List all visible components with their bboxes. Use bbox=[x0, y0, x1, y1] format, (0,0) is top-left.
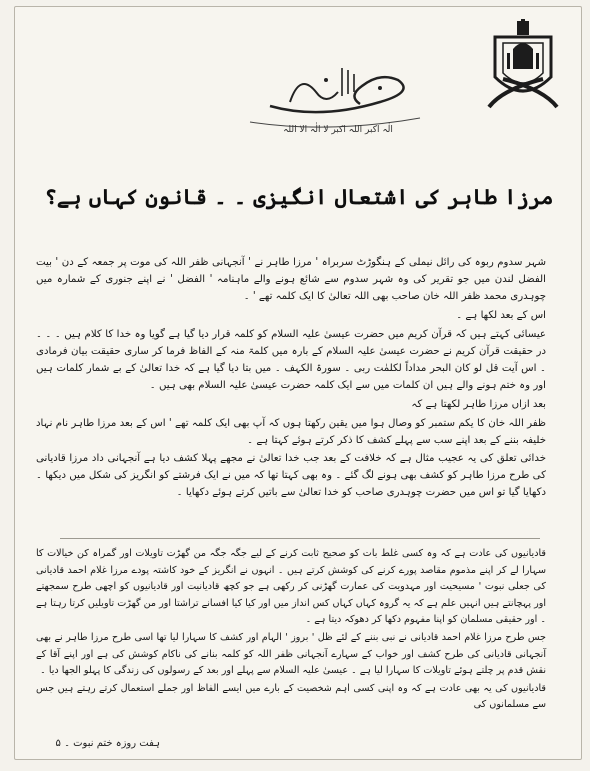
calligraphy-logo-icon bbox=[230, 62, 440, 132]
article-quote: خدائی تعلق کی یہ عجیب مثال ہے کہ خلافت کے بعد جب خدا تعالیٰ نے مجھے پہلا کشف دیا ہے آنجہانی داد مرزا قادیانی کی طرح مرزا طاہر کو کشف بھی ہونے لگ گئے ۔ وہ بھی کہتا تھا کہ میں نے ایک فرشتے کو انگریز کی شکل میں دیکھا ۔ دکھایا گیا تو اس میں حضرت چوہدری صاحب کو خدا تعالیٰ سے باتیں کرتے ہوئے دکھایا ۔ bbox=[36, 453, 546, 498]
article-quote: ظفر اللہ خان کا یکم ستمبر کو وصال ہوا میں یقین رکھتا ہوں کہ آپ بھی ایک کلمہ تھے ' اس کے بعد مرزا طاہر نام نہاد خلیفہ بننے کے بعد اپنے سب سے پہلے کشف کا ذکر کرتے ہوئے کہتا ہے ۔ bbox=[36, 418, 546, 446]
article-body bbox=[36, 254, 546, 502]
page-footer: ہفت روزہ ختم نبوت ۔ ۵ bbox=[55, 738, 160, 749]
article-paragraph: اس کے بعد لکھا ہے ۔ bbox=[456, 310, 546, 321]
commentary-paragraph: قادیانیوں کی یہ بھی عادت ہے کہ وہ اپنی کسی اہم شخصیت کے بارے میں ایسے الفاظ اور جملے استعمال کرتے رہتے ہیں جس سے مسلمانوں کی bbox=[36, 682, 546, 711]
commentary-section bbox=[36, 546, 546, 715]
article-paragraph: بعد ازاں مرزا طاہر لکھتا ہے کہ bbox=[411, 399, 546, 410]
article-paragraph: شہر سدوم ربوہ کی رائل نیملی کے ہنگوڑٹ سربراہ ' مرزا طاہر نے ' آنجہانی ظفر اللہ کی موت پر جمعہ کے دن ' بیت الفضل لندن میں جو تقریر کی وہ شہر سدوم سے شائع ہونے والے ماہنامہ ' الفضل ' نے اپنے جنوری کے شمارہ میں چوہدری محمد ظفر اللہ خان صاحب بھی اللہ تعالیٰ کا ایک کلمہ تھے ' ۔ bbox=[36, 257, 546, 302]
article-paragraph: عیسائی کہتے ہیں کہ قرآن کریم میں حضرت عیسیٰ علیہ السلام کو کلمہ قرار دیا گیا ہے گویا وہ خدا کا کلام ہیں ۔ ۔ ۔ در حقیقت قرآن کریم نے حضرت عیسیٰ علیہ السلام کے بارہ میں کلمۃ منہ کے الفاظ فرما کر ساری حقیقت بیان فرمادی ۔ اس آیت قل لو کان البحر مداداً لکلمٰت ربی ۔ سورۃ الکہف ۔ میں بتا دیا گیا ہے کہ خدا تعالیٰ کے بے شمار کلمات ہیں اور وہ ختم ہونے والے ہیں ان کلمات میں سے ایک کلمہ حضرت عیسیٰ علیہ السلام بھی ہیں ۔ bbox=[36, 329, 546, 391]
article-headline: مرزا طاہر کی اشتعال انگیزی ۔ ۔ قانون کہاں ہے؟ bbox=[44, 184, 554, 209]
commentary-paragraph: جس طرح مرزا غلام احمد قادیانی نے نبی بننے کے لئے ظل ' بروز ' الہام اور کشف کا سہارا لیا تھا اسی طرح مرزا طاہر نے بھی آنجہانی قادیانی کی طرح کشف اور خواب کے سہارے آنجہانی ظفر اللہ کو کلمہ بنانے کی ناکام کوشش کی ہے اور اپنے آقا کے نقش قدم پر چلتے ہوئے تاویلات کا سہارا لیا ہے ۔ عیسیٰ علیہ السلام سے پہلے اور بعد کے رسولوں کی زندگی کا پہلو الجھا دیا ۔ bbox=[36, 631, 546, 677]
calligraphy-caption: الٰہ اکبر اللہ اکبر لا الٰہ الا اللہ bbox=[283, 125, 393, 135]
section-divider bbox=[60, 538, 540, 539]
mosque-emblem-icon bbox=[483, 19, 563, 111]
commentary-paragraph: قادیانیوں کی عادت ہے کہ وہ کسی غلط بات کو صحیح ثابت کرنے کے لیے جگہ جگہ من گھڑت تاویلات اور گمراہ کن خیالات کا سہارا لے کر اپنے مذموم مقاصد پورے کرنے کی کوشش کرتے ہیں ۔ انہوں نے انگریز کے خود کاشتہ پودے مرزا غلام احمد قادیانی کی جعلی نبوت ' مسیحیت اور مہدویت کی عمارت گھڑنی کر رکھی ہے جو کچھ قادیانیت اور قادیانیوں کو اچھی طرح سمجھتے اور پہچانتے ہیں انہیں علم ہے کہ یہ گروہ کہاں کہاں کس انداز میں اور کیا کیا افسانے تراشتا اور من گھڑت تاویلیں کرتا رہتا ہے ۔ اور حقیقی مسلمان کو اپنا مفہوم دکھا کر دھوکہ دیتا ہے ۔ bbox=[36, 548, 546, 626]
